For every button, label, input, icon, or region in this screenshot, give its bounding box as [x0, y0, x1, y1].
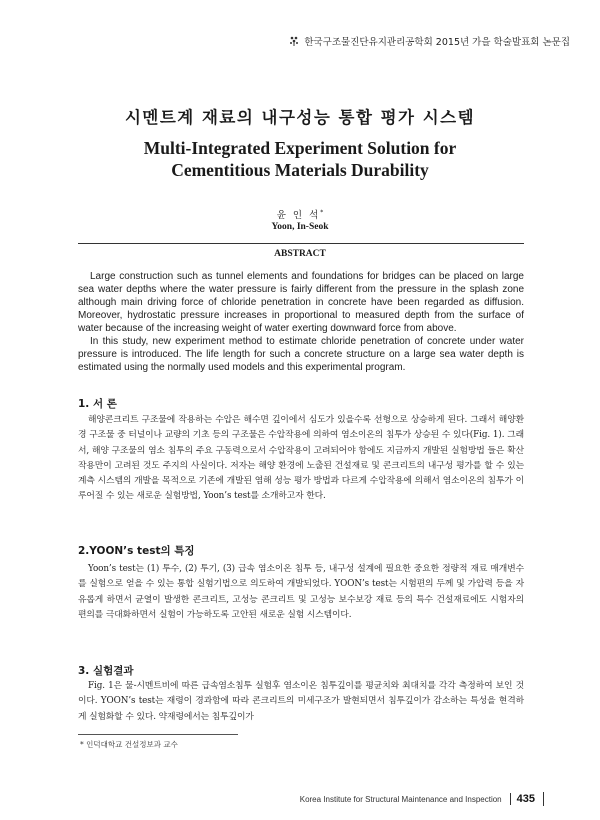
abstract-paragraph: In this study, new experiment method to estimate chloride penetration of concrete under water pressure is introduced. The life length for such a concrete structure on a large sea water depth is estimated using the normally used models and this experimental program.	[78, 336, 524, 373]
abstract-paragraph: Large construction such as tunnel elements and foundations for bridges can be placed on large sea water depths where the water pressure is fairly different from the pressure in the splash zone although main driving force of chloride penetration in concrete have been regarded as diffusion. Moreover, hydrostatic pressure increases in proportional to measured depth from the surface of water because of the increasing weight of water exerting downward force from above.	[78, 271, 524, 334]
section-heading-results: 3. 실험결과	[78, 665, 134, 677]
title-korean: 시멘트계 재료의 내구성능 통합 평가 시스템	[124, 108, 476, 127]
leaf-bullet-icon	[288, 35, 300, 47]
section-body-introduction	[78, 413, 524, 505]
abstract-heading: ABSTRACT	[274, 249, 326, 259]
abstract-divider	[78, 243, 524, 244]
section-paragraph: 해양콘크리트 구조물에 작용하는 수압은 해수면 깊이에서 심도가 있을수록 선형으로 상승하게 된다. 그래서 해양환경 구조물 중 터널이나 교량의 기초 등의 구조물은 수압작용에 의하여 염소이온의 침투가 상승된 수 있다(Fig. 1). 그래서, 해양 구조물의 염소 침투의 주요 구동력으로서 수압작용이 고려되어야 함에도 지금까지 개발된 실험방법 들은 확산작용만이 고려된 것도 주지의 사실이다. 저자는 해양 환경에 노출된 건설재료 및 콘크리트의 내구성 평가를 할 수 있는 계측 시스템의 개발을 목적으로 기존에 개발된 염해 성능 평가 방법과 다르게 수압작용에 의해서 염소이온의 침투가 이루어질 수 있는 새로운 실험방법, Yoon’s test를 소개하고자 한다.	[78, 415, 524, 502]
footer-bar	[543, 792, 544, 806]
section-paragraph: Yoon’s test는 (1) 투수, (2) 투기, (3) 급속 염소이온 침투 등, 내구성 설계에 필요한 중요한 정량적 재료 매개변수를 실험으로 얻을 수 있는 통합 실험기법으로 의도하여 개발되었다. YOON’s test는 시험편의 두께 및 가압력 등을 자유롭게 하면서 균열이 발생한 콘크리트, 고성능 콘크리트 및 고성능 보수보강 재료 등의 특수 건설재료에도 시험자의 편의를 극대화하면서 실험이 가능하도록 고안된 새로운 실험 시스템이다.	[78, 564, 524, 620]
footnote: * 인덕대학교 건설정보과 교수	[80, 740, 178, 749]
author-affiliation-mark: *	[320, 208, 324, 216]
section-body-results	[78, 679, 524, 725]
author-name-english: Yoon, In-Seok	[271, 222, 329, 232]
page-number: 435	[510, 793, 535, 805]
section-body-features	[78, 562, 524, 623]
page-footer	[300, 792, 544, 806]
footnote-divider	[78, 734, 238, 735]
title-english: Multi-Integrated Experiment Solution for Cementitious Materials Durability	[143, 138, 457, 180]
header-text: 한국구조물진단유지관리공학회 2015년 가을 학술발표회 논문집	[304, 37, 570, 48]
running-header	[288, 34, 570, 48]
author-name-korean: 윤 인 석*	[276, 208, 324, 221]
abstract-body	[78, 270, 524, 374]
section-paragraph: Fig. 1은 물-시멘트비에 따른 급속염소침투 실험후 염소이온 침투깊이를 평균치와 최대치를 각각 측정하여 보인 것이다. YOON’s test는 재령이 경과함에 따라 콘크리트의 미세구조가 발현되면서 침투깊이가 감소하는 특성을 현격하게 실험화할 수 있다. 약재령에서는 침투깊이가	[78, 681, 524, 722]
section-heading-features: 2.YOON’s test의 특징	[78, 545, 195, 557]
section-heading-introduction: 1. 서 론	[78, 398, 117, 410]
footer-institute: Korea Institute for Structural Maintenance and Inspection	[299, 794, 502, 804]
